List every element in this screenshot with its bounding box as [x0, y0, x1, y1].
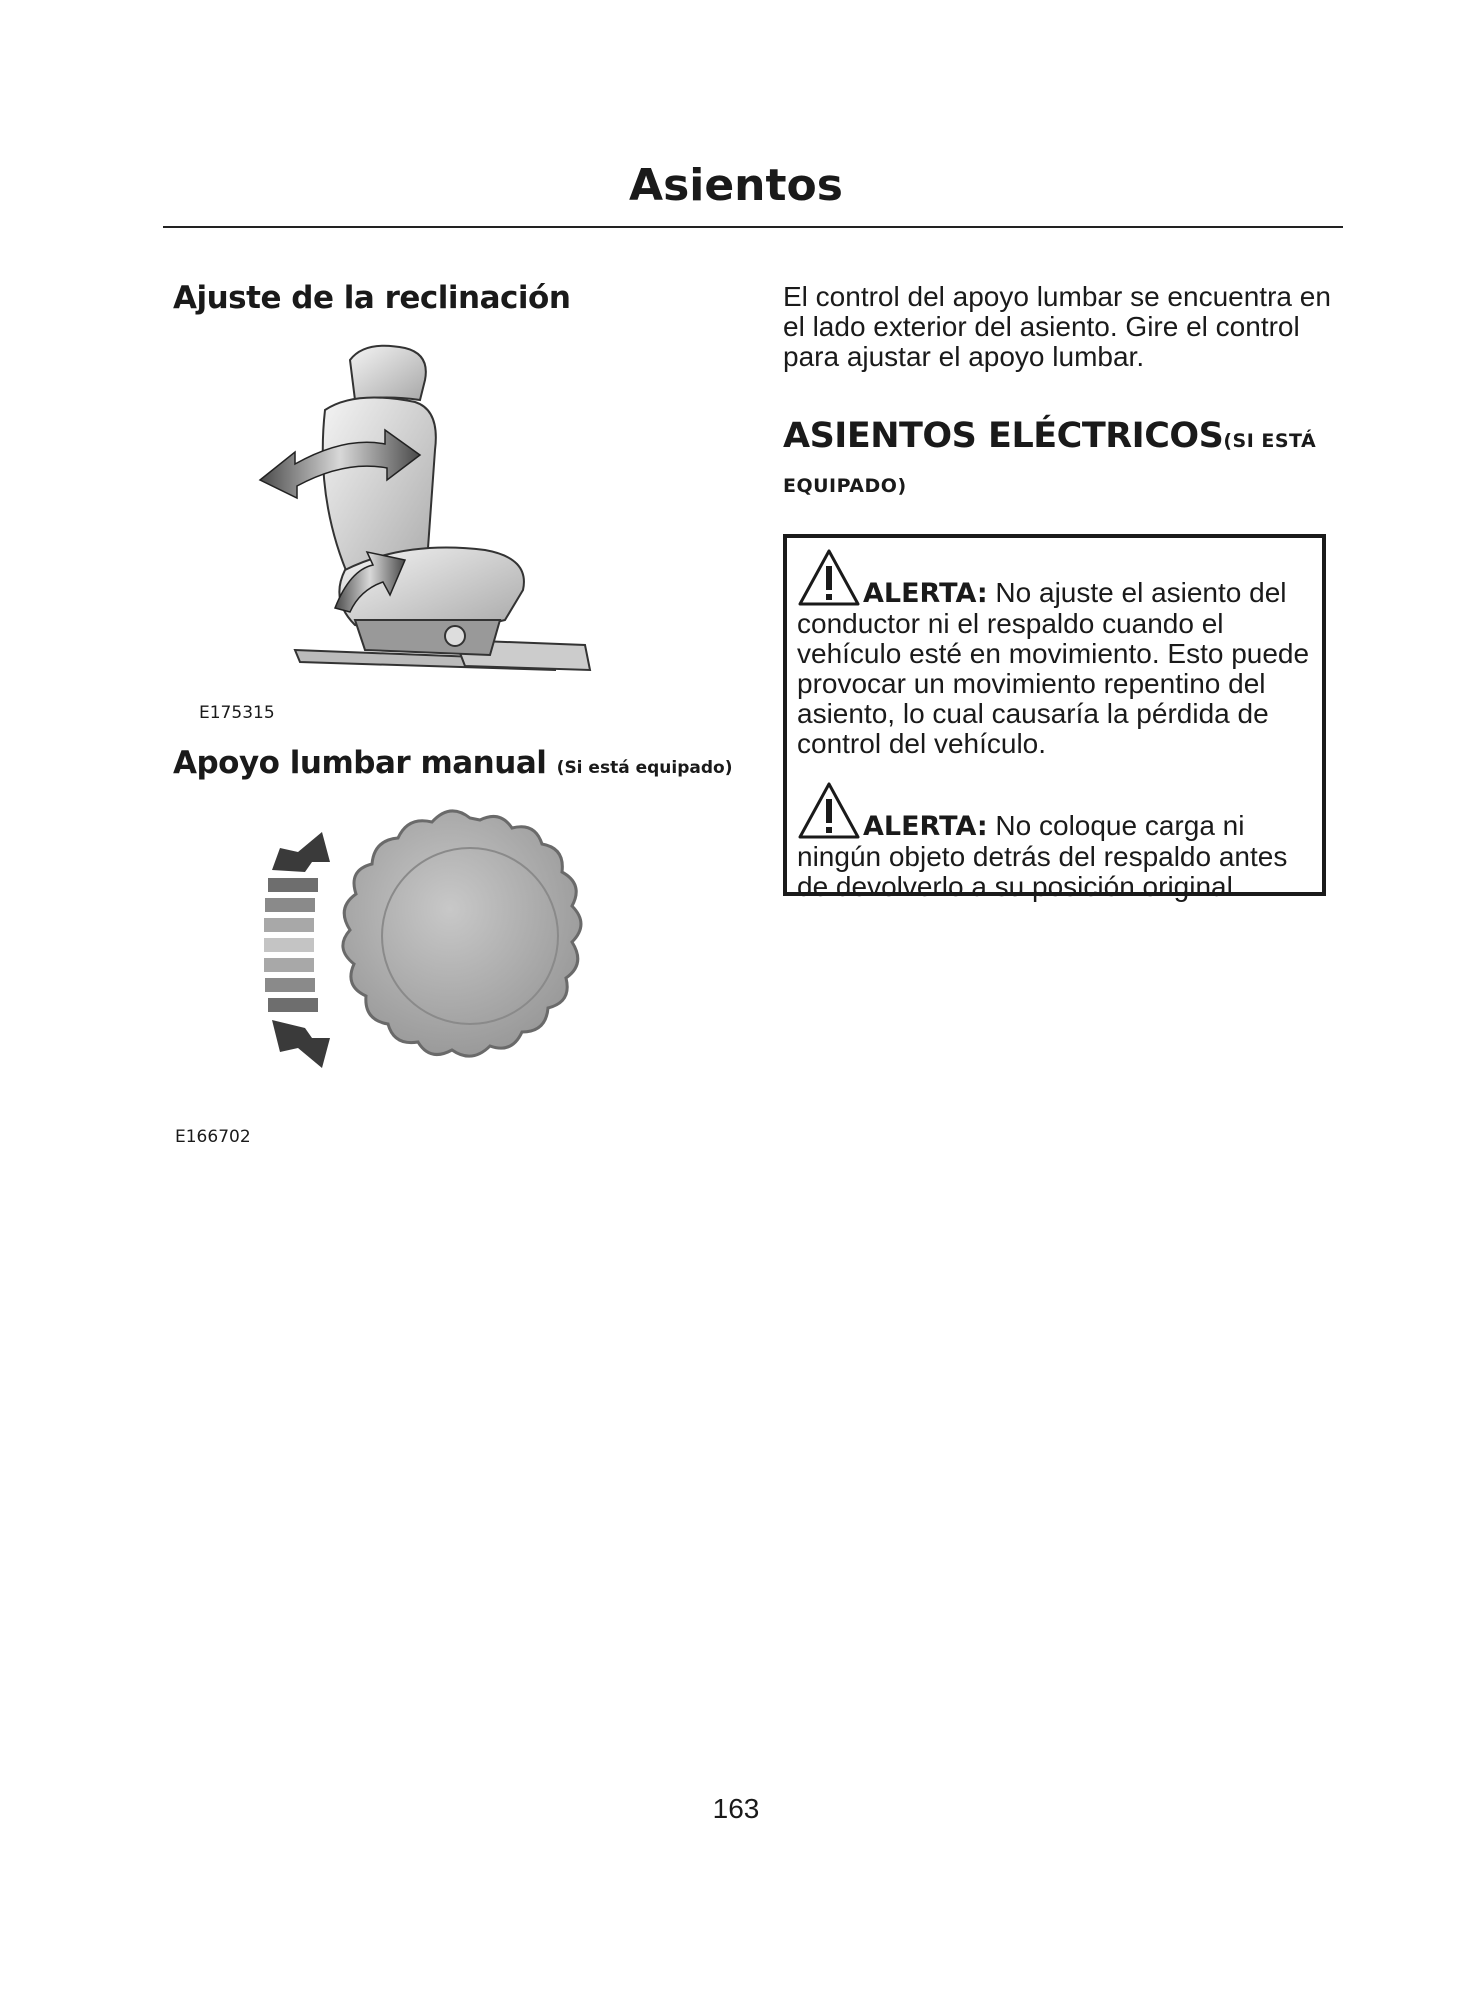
alert-1: [797, 548, 1312, 759]
lumbar-knob-illustration: [250, 800, 640, 1100]
warning-box: [783, 534, 1326, 902]
page-title: Asientos: [629, 160, 843, 211]
alert-2: [797, 781, 1312, 902]
alert-1-label: ALERTA:: [863, 578, 988, 609]
power-seats-heading: [783, 412, 1343, 501]
warning-triangle-icon: [797, 781, 861, 841]
warning-triangle-icon: [797, 548, 861, 608]
title-divider: [163, 226, 1343, 228]
lumbar-intro-paragraph: El control del apoyo lumbar se encuentra en el lado exterior del asiento. Gire el control para ajustar el apoyo lumbar.: [783, 281, 1331, 372]
alert-2-label: ALERTA:: [863, 811, 988, 842]
page-number: 163: [712, 1793, 760, 1824]
seat-figure-label: E175315: [199, 703, 275, 723]
power-seats-note-b: EQUIPADO): [783, 475, 907, 497]
power-seats-title: ASIENTOS ELÉCTRICOS: [783, 416, 1224, 456]
lumbar-heading-title: Apoyo lumbar manual: [173, 745, 547, 781]
seat-recline-illustration: [255, 340, 655, 710]
knob-figure-label: E166702: [175, 1127, 251, 1147]
recline-heading: Ajuste de la reclinación: [173, 280, 571, 316]
alert-1-text: No ajuste el asiento del conductor ni el respaldo cuando el vehículo esté en movimiento. Esto puede provocar un movimiento repentino del asiento, lo cual causaría la pérdida de control del vehículo.: [797, 577, 1310, 759]
power-seats-note-a: (SI ESTÁ: [1223, 430, 1317, 452]
lumbar-heading-note: (Si está equipado): [556, 758, 733, 778]
lumbar-heading: [173, 745, 732, 781]
alert-2-text: No coloque carga ni ningún objeto detrás del respaldo antes de devolverlo a su posición original.: [797, 810, 1288, 902]
